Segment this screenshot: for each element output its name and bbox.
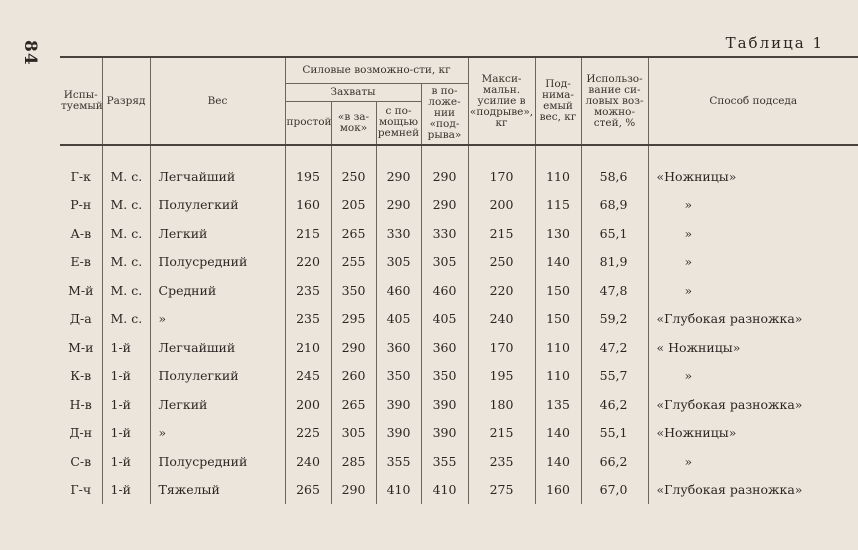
cell-lifted-weight: 140 (535, 447, 581, 476)
cell-weight: Полусредний (150, 447, 285, 476)
cell-max-effort: 215 (468, 219, 535, 248)
cell-max-effort: 170 (468, 162, 535, 191)
spacer-row (60, 145, 858, 162)
cell-usage-percent: 59,2 (581, 305, 648, 334)
cell-rank: М. с. (102, 248, 150, 277)
cell-lifted-weight: 150 (535, 305, 581, 334)
cell-lifted-weight: 150 (535, 276, 581, 305)
cell-squat-method: «Глубокая разножка» (648, 390, 858, 419)
page-number: 84 (20, 40, 40, 66)
cell-weight: Легкий (150, 390, 285, 419)
cell-in-squat: 330 (421, 219, 468, 248)
cell-grip-lock: 305 (331, 419, 376, 448)
table-row (60, 305, 858, 334)
cell-usage-percent: 46,2 (581, 390, 648, 419)
table-row (60, 390, 858, 419)
header-weight: Вес (150, 57, 285, 145)
cell-weight: Полусредний (150, 248, 285, 277)
header-in-squat: в по-ложе-нии «под-рыва» (421, 83, 468, 145)
cell-grip-lock: 205 (331, 191, 376, 220)
header-grip-straps: с по-мощью ремней (376, 101, 421, 145)
cell-athlete: С-в (70, 453, 92, 469)
cell-usage-percent: 58,6 (581, 162, 648, 191)
cell-weight: Тяжелый (150, 476, 285, 505)
cell-rank: 1-й (102, 362, 150, 391)
cell-usage-percent: 55,1 (581, 419, 648, 448)
cell-weight: Легкий (150, 219, 285, 248)
cell-grip-lock: 350 (331, 276, 376, 305)
cell-rank: М. с. (102, 276, 150, 305)
cell-athlete: Д-н (69, 425, 93, 441)
cell-grip-straps: 330 (376, 219, 421, 248)
cell-max-effort: 240 (468, 305, 535, 334)
cell-weight: Легчайший (150, 162, 285, 191)
cell-rank: 1-й (102, 419, 150, 448)
cell-grip-straps: 350 (376, 362, 421, 391)
cell-grip-lock: 290 (331, 333, 376, 362)
cell-lifted-weight: 110 (535, 362, 581, 391)
cell-usage-percent: 67,0 (581, 476, 648, 505)
cell-weight: Легчайший (150, 333, 285, 362)
cell-grip-lock: 295 (331, 305, 376, 334)
cell-max-effort: 235 (468, 447, 535, 476)
header-grips-group: Захваты (285, 83, 421, 101)
cell-squat-method: «Ножницы» (648, 162, 858, 191)
cell-usage-percent: 47,8 (581, 276, 648, 305)
table-title: Таблица 1 (725, 34, 824, 52)
cell-lifted-weight: 115 (535, 191, 581, 220)
cell-in-squat: 360 (421, 333, 468, 362)
cell-squat-method: « Ножницы» (648, 333, 858, 362)
cell-lifted-weight: 110 (535, 333, 581, 362)
cell-lifted-weight: 130 (535, 219, 581, 248)
cell-lifted-weight: 140 (535, 248, 581, 277)
cell-grip-simple: 265 (285, 476, 331, 505)
cell-squat-method: » (648, 219, 858, 248)
cell-max-effort: 215 (468, 419, 535, 448)
cell-grip-simple: 240 (285, 447, 331, 476)
cell-grip-straps: 355 (376, 447, 421, 476)
cell-max-effort: 275 (468, 476, 535, 505)
cell-athlete: Г-к (70, 168, 91, 184)
cell-grip-lock: 265 (331, 219, 376, 248)
cell-rank: 1-й (102, 476, 150, 505)
table-row (60, 362, 858, 391)
cell-lifted-weight: 135 (535, 390, 581, 419)
cell-lifted-weight: 110 (535, 162, 581, 191)
cell-grip-lock: 290 (331, 476, 376, 505)
cell-weight: Полулегкий (150, 362, 285, 391)
cell-grip-lock: 265 (331, 390, 376, 419)
cell-squat-method: «Глубокая разножка» (648, 305, 858, 334)
cell-weight: » (150, 419, 285, 448)
cell-rank: М. с. (102, 191, 150, 220)
table-header (60, 57, 858, 145)
cell-max-effort: 195 (468, 362, 535, 391)
cell-grip-straps: 460 (376, 276, 421, 305)
cell-in-squat: 305 (421, 248, 468, 277)
cell-grip-simple: 215 (285, 219, 331, 248)
cell-max-effort: 180 (468, 390, 535, 419)
header-strength-group: Силовые возможно-сти, кг (285, 57, 468, 83)
cell-grip-simple: 200 (285, 390, 331, 419)
cell-max-effort: 220 (468, 276, 535, 305)
cell-squat-method: » (648, 191, 858, 220)
cell-athlete: Р-н (70, 197, 92, 213)
header-rank: Разряд (102, 57, 150, 145)
cell-usage-percent: 68,9 (581, 191, 648, 220)
cell-squat-method: » (648, 276, 858, 305)
cell-grip-simple: 235 (285, 276, 331, 305)
cell-rank: 1-й (102, 447, 150, 476)
header-usage-percent: Использо-вание си-ловых воз-можно-стей, % (581, 57, 648, 145)
cell-in-squat: 390 (421, 390, 468, 419)
cell-grip-lock: 255 (331, 248, 376, 277)
cell-usage-percent: 66,2 (581, 447, 648, 476)
cell-grip-lock: 285 (331, 447, 376, 476)
cell-usage-percent: 55,7 (581, 362, 648, 391)
cell-grip-simple: 225 (285, 419, 331, 448)
cell-grip-simple: 245 (285, 362, 331, 391)
cell-athlete: М-и (68, 339, 94, 355)
cell-grip-simple: 160 (285, 191, 331, 220)
cell-grip-simple: 235 (285, 305, 331, 334)
cell-in-squat: 350 (421, 362, 468, 391)
cell-weight: Средний (150, 276, 285, 305)
cell-rank: 1-й (102, 390, 150, 419)
cell-weight: Полулегкий (150, 191, 285, 220)
cell-grip-straps: 360 (376, 333, 421, 362)
cell-in-squat: 390 (421, 419, 468, 448)
table-body (60, 145, 858, 504)
cell-in-squat: 405 (421, 305, 468, 334)
cell-squat-method: » (648, 447, 858, 476)
cell-grip-straps: 410 (376, 476, 421, 505)
header-lifted-weight: Под-нима-емый вес, кг (535, 57, 581, 145)
cell-athlete: М-й (68, 282, 94, 298)
cell-grip-simple: 210 (285, 333, 331, 362)
cell-athlete: Е-в (70, 254, 91, 270)
table-row (60, 219, 858, 248)
table-row (60, 162, 858, 191)
cell-max-effort: 170 (468, 333, 535, 362)
cell-squat-method: » (648, 248, 858, 277)
cell-grip-straps: 405 (376, 305, 421, 334)
cell-athlete: Д-а (69, 311, 92, 327)
header-grip-lock: «в за-мок» (331, 101, 376, 145)
cell-in-squat: 290 (421, 191, 468, 220)
cell-in-squat: 460 (421, 276, 468, 305)
cell-usage-percent: 81,9 (581, 248, 648, 277)
header-athlete: Испы-туемый (60, 57, 102, 145)
header-max-effort: Макси-мальн. усилие в «подрыве», кг (468, 57, 535, 145)
cell-rank: М. с. (102, 305, 150, 334)
table-row (60, 276, 858, 305)
cell-squat-method: «Глубокая разножка» (648, 476, 858, 505)
header-squat-method: Способ подседа (648, 57, 858, 145)
cell-grip-straps: 290 (376, 162, 421, 191)
table-row (60, 447, 858, 476)
cell-in-squat: 355 (421, 447, 468, 476)
cell-usage-percent: 47,2 (581, 333, 648, 362)
cell-rank: 1-й (102, 333, 150, 362)
cell-grip-straps: 390 (376, 419, 421, 448)
table-row (60, 248, 858, 277)
table-row (60, 333, 858, 362)
cell-max-effort: 200 (468, 191, 535, 220)
header-grip-simple: простой (285, 101, 331, 145)
table-row (60, 476, 858, 505)
cell-athlete: Г-ч (70, 482, 92, 498)
cell-usage-percent: 65,1 (581, 219, 648, 248)
cell-grip-simple: 220 (285, 248, 331, 277)
cell-max-effort: 250 (468, 248, 535, 277)
cell-squat-method: «Ножницы» (648, 419, 858, 448)
cell-in-squat: 410 (421, 476, 468, 505)
cell-rank: М. с. (102, 162, 150, 191)
cell-grip-lock: 260 (331, 362, 376, 391)
cell-grip-straps: 305 (376, 248, 421, 277)
cell-lifted-weight: 140 (535, 419, 581, 448)
cell-weight: » (150, 305, 285, 334)
cell-grip-simple: 195 (285, 162, 331, 191)
cell-athlete: Н-в (69, 396, 92, 412)
cell-grip-straps: 390 (376, 390, 421, 419)
table-row (60, 419, 858, 448)
table-row (60, 191, 858, 220)
cell-squat-method: » (648, 362, 858, 391)
cell-lifted-weight: 160 (535, 476, 581, 505)
cell-athlete: К-в (70, 368, 92, 384)
cell-grip-lock: 250 (331, 162, 376, 191)
cell-rank: М. с. (102, 219, 150, 248)
data-table (60, 56, 858, 504)
cell-in-squat: 290 (421, 162, 468, 191)
cell-athlete: А-в (70, 225, 92, 241)
cell-grip-straps: 290 (376, 191, 421, 220)
